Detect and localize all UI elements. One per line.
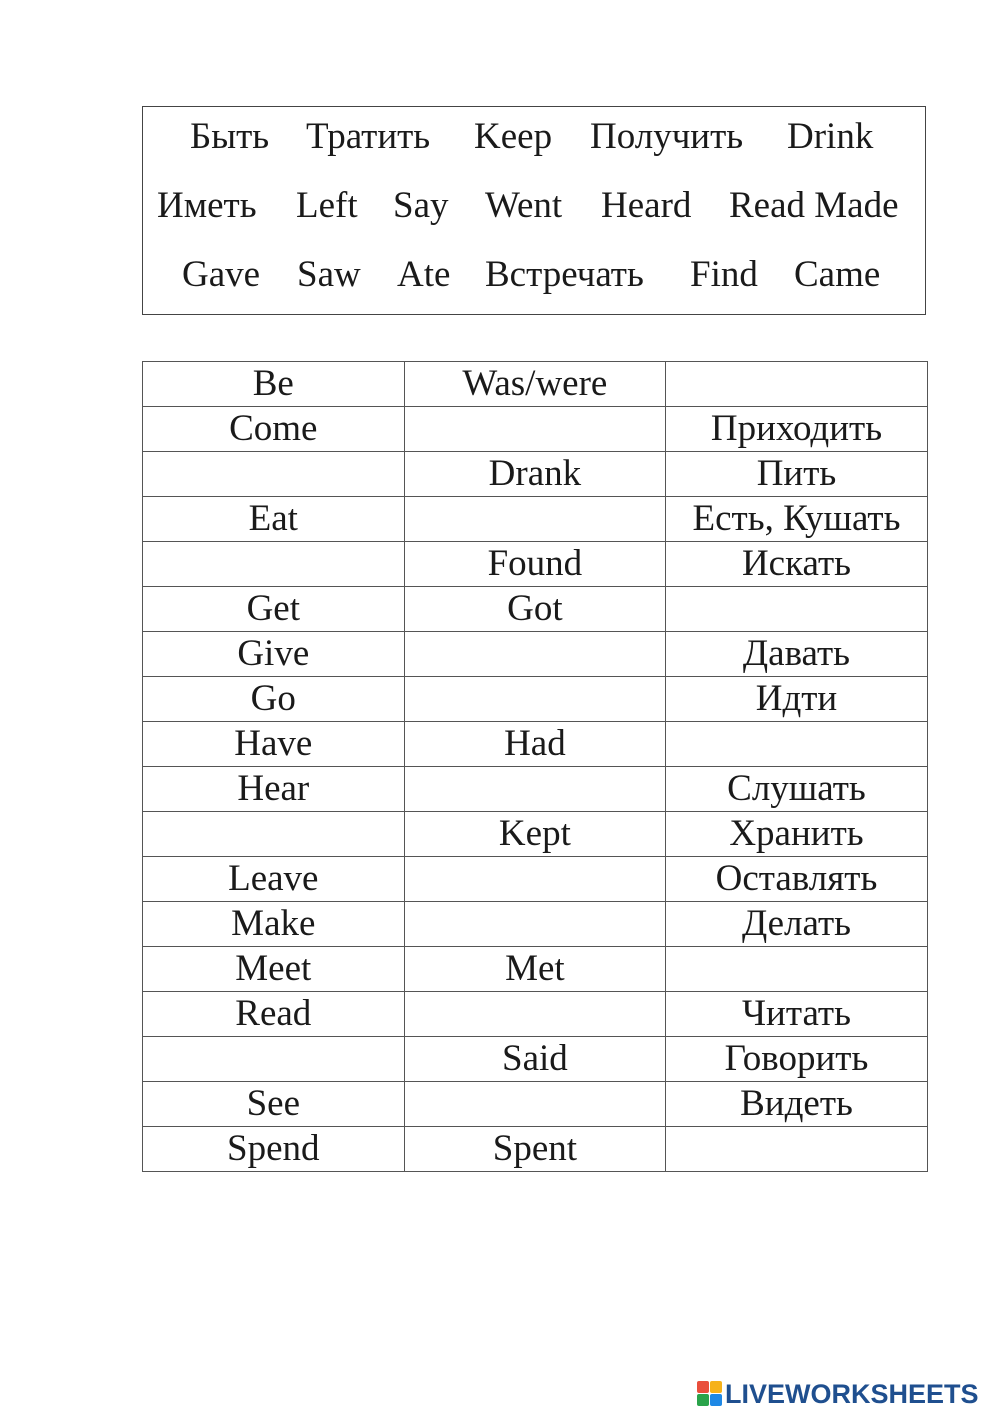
- liveworksheets-logo-icon: [697, 1381, 723, 1407]
- verb-table-body: [143, 362, 928, 1172]
- table-row: [143, 407, 928, 452]
- liveworksheets-wordmark: LIVEWORKSHEETS: [725, 1379, 979, 1409]
- base-form-cell: Make: [143, 902, 405, 947]
- translation-cell: Приходить: [666, 407, 928, 452]
- past-form-cell[interactable]: [404, 407, 666, 452]
- table-row: [143, 1127, 928, 1172]
- table-row: [143, 587, 928, 632]
- translation-cell[interactable]: [666, 587, 928, 632]
- translation-cell: Делать: [666, 902, 928, 947]
- base-form-cell: Get: [143, 587, 405, 632]
- translation-cell: Пить: [666, 452, 928, 497]
- past-form-cell: Met: [404, 947, 666, 992]
- base-form-cell[interactable]: [143, 812, 405, 857]
- base-form-cell: Eat: [143, 497, 405, 542]
- logo-square-green: [697, 1394, 709, 1406]
- word-bank-box: [142, 106, 926, 315]
- base-form-cell[interactable]: [143, 452, 405, 497]
- table-row: [143, 497, 928, 542]
- past-form-cell: Had: [404, 722, 666, 767]
- translation-cell[interactable]: [666, 947, 928, 992]
- base-form-cell: Give: [143, 632, 405, 677]
- past-form-cell[interactable]: [404, 767, 666, 812]
- word-bank-item[interactable]: Ate: [397, 254, 451, 295]
- logo-square-red: [697, 1381, 709, 1393]
- table-row: [143, 947, 928, 992]
- translation-cell: Слушать: [666, 767, 928, 812]
- table-row: [143, 677, 928, 722]
- word-bank-item[interactable]: Went: [485, 185, 563, 226]
- word-bank-item[interactable]: Heard: [601, 185, 692, 226]
- translation-cell: Идти: [666, 677, 928, 722]
- past-form-cell[interactable]: [404, 992, 666, 1037]
- translation-cell[interactable]: [666, 1127, 928, 1172]
- base-form-cell: Meet: [143, 947, 405, 992]
- table-row: [143, 632, 928, 677]
- word-bank-item[interactable]: Встречать: [485, 254, 644, 295]
- base-form-cell: Leave: [143, 857, 405, 902]
- table-row: [143, 812, 928, 857]
- table-row: [143, 452, 928, 497]
- word-bank-item[interactable]: Иметь: [157, 185, 257, 226]
- liveworksheets-branding: [697, 1378, 979, 1410]
- base-form-cell[interactable]: [143, 542, 405, 587]
- table-row: [143, 362, 928, 407]
- table-row: [143, 857, 928, 902]
- past-form-cell[interactable]: [404, 1082, 666, 1127]
- base-form-cell: Hear: [143, 767, 405, 812]
- table-row: [143, 992, 928, 1037]
- translation-cell: Читать: [666, 992, 928, 1037]
- word-bank-item[interactable]: Gave: [182, 254, 261, 295]
- base-form-cell: Go: [143, 677, 405, 722]
- base-form-cell: Read: [143, 992, 405, 1037]
- translation-cell: Давать: [666, 632, 928, 677]
- word-bank-item[interactable]: Drink: [787, 116, 874, 157]
- word-bank-item[interactable]: Быть: [190, 116, 270, 157]
- word-bank-item[interactable]: Came: [794, 254, 881, 295]
- word-bank-item[interactable]: Keep: [474, 116, 553, 157]
- word-bank-item[interactable]: Saw: [297, 254, 361, 295]
- base-form-cell: Come: [143, 407, 405, 452]
- verb-forms-table: [142, 361, 928, 1172]
- translation-cell: Видеть: [666, 1082, 928, 1127]
- word-bank-item[interactable]: Получить: [590, 116, 744, 157]
- base-form-cell: Be: [143, 362, 405, 407]
- word-bank-item[interactable]: Find: [690, 254, 758, 295]
- translation-cell: Говорить: [666, 1037, 928, 1082]
- translation-cell[interactable]: [666, 722, 928, 767]
- table-row: [143, 767, 928, 812]
- past-form-cell: Got: [404, 587, 666, 632]
- past-form-cell: Spent: [404, 1127, 666, 1172]
- past-form-cell: Kept: [404, 812, 666, 857]
- word-bank-item[interactable]: Left: [296, 185, 358, 226]
- past-form-cell: Drank: [404, 452, 666, 497]
- translation-cell[interactable]: [666, 362, 928, 407]
- past-form-cell[interactable]: [404, 497, 666, 542]
- table-row: [143, 902, 928, 947]
- logo-square-blue: [710, 1394, 722, 1406]
- logo-square-yellow: [710, 1381, 722, 1393]
- past-form-cell: Was/were: [404, 362, 666, 407]
- base-form-cell: Spend: [143, 1127, 405, 1172]
- table-row: [143, 542, 928, 587]
- translation-cell: Искать: [666, 542, 928, 587]
- base-form-cell: Have: [143, 722, 405, 767]
- table-row: [143, 722, 928, 767]
- past-form-cell[interactable]: [404, 857, 666, 902]
- past-form-cell: Found: [404, 542, 666, 587]
- translation-cell: Хранить: [666, 812, 928, 857]
- translation-cell: Есть, Кушать: [666, 497, 928, 542]
- past-form-cell[interactable]: [404, 677, 666, 722]
- translation-cell: Оставлять: [666, 857, 928, 902]
- table-row: [143, 1037, 928, 1082]
- base-form-cell[interactable]: [143, 1037, 405, 1082]
- past-form-cell[interactable]: [404, 632, 666, 677]
- past-form-cell[interactable]: [404, 902, 666, 947]
- base-form-cell: See: [143, 1082, 405, 1127]
- past-form-cell: Said: [404, 1037, 666, 1082]
- word-bank-item[interactable]: Тратить: [306, 116, 431, 157]
- word-bank-item[interactable]: Say: [393, 185, 449, 226]
- table-row: [143, 1082, 928, 1127]
- word-bank-item[interactable]: Read Made: [729, 185, 899, 226]
